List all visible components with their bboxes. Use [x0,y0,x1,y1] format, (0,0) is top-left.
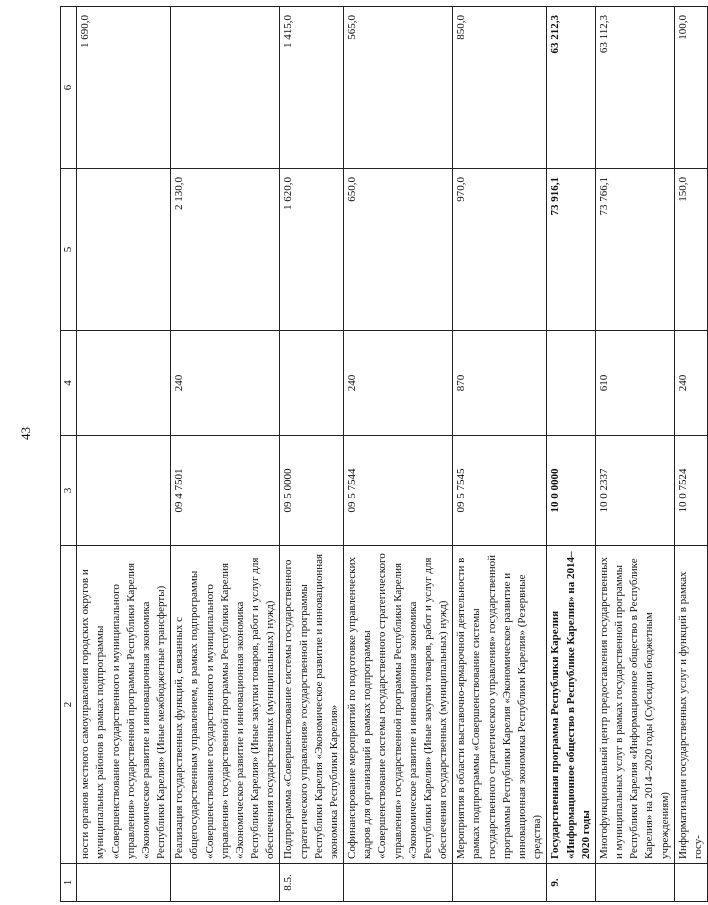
header-col-6: 6 [61,7,77,169]
row-code-cell: 10 0 7524 [674,436,707,546]
row-value-col6-cell: 63 112,3 [595,7,674,169]
row-value-col6-cell: 63 212,3 [547,7,596,169]
row-number-cell [171,864,280,902]
row-value-col6-cell: 1 690,0 [77,7,171,169]
row-number-cell [344,864,453,902]
row-value-col5-cell: 1 620,0 [280,169,344,331]
row-name-cell: Многофункциональный центр предоставления государственных и муниципальных услуг в рамках государственной программы Республики Карелия «Информационное общество в Республике Карелия» на 2014–2020 годы (Субсидии бюджетным учреждениям) [595,546,674,864]
page-number: 43 [18,427,33,440]
row-value-col6-cell: 850,0 [453,7,547,169]
header-col-4: 4 [61,331,77,436]
row-code-cell: 09 5 0000 [280,436,344,546]
row-name-cell: Государственная программа Республики Карелия «Информационное общество в Республике Карелия» на 2014–2020 годы [547,546,596,864]
row-value-col5-cell: 2 130,0 [171,169,280,331]
rotated-table-container [60,7,704,902]
table-row [547,7,596,902]
table-row [674,7,707,902]
row-type-cell [77,331,171,436]
table-row [344,7,453,902]
table-row [77,7,171,902]
row-code-cell [77,436,171,546]
table-row [171,7,280,902]
header-row [61,7,77,902]
row-value-col5-cell: 73 766,1 [595,169,674,331]
row-code-cell: 09 5 7545 [453,436,547,546]
header-col-2: 2 [61,546,77,864]
row-number-cell [595,864,674,902]
row-number-cell [674,864,707,902]
row-value-col6-cell: 565,0 [344,7,453,169]
row-name-cell: Софинансирование мероприятий по подготовке управленческих кадров для организаций в рамках подпрограммы «Совершенствование системы государственного стратегического управления» государственной программы Республики Карелия «Экономическое развитие и инновационная экономика Республики Карелия» (Иные закупки товаров, работ и услуг для обеспечения государственных (муниципальных) нужд) [344,546,453,864]
table-row [595,7,674,902]
row-type-cell: 240 [674,331,707,436]
row-type-cell [547,331,596,436]
row-code-cell: 10 0 0000 [547,436,596,546]
row-value-col6-cell: 100,0 [674,7,707,169]
row-name-cell: ности органов местного самоуправления городских округов и муниципальных районов в рамках подпрограммы «Совершенствование государственного и муниципального управления» государственной программы Республики Карелия «Экономическое развитие и инновационная экономика Республики Карелия» (Иные межбюджетные трансферты) [77,546,171,864]
row-type-cell: 240 [171,331,280,436]
row-value-col6-cell [171,7,280,169]
row-code-cell: 09 4 7501 [171,436,280,546]
row-code-cell: 09 5 7544 [344,436,453,546]
row-value-col5-cell: 73 916,1 [547,169,596,331]
row-type-cell: 240 [344,331,453,436]
row-number-cell: 9. [547,864,596,902]
row-name-cell: Подпрограмма «Совершенствование системы государственного стратегического управления» государственной программы Республики Карелия «Экономическое развитие и инновационная экономика Республики Карелия» [280,546,344,864]
row-name-cell: Информатизация государственных услуг и функций в рамках госу- [674,546,707,864]
row-code-cell: 10 0 2337 [595,436,674,546]
row-type-cell: 610 [595,331,674,436]
budget-table [60,6,708,902]
header-col-3: 3 [61,436,77,546]
row-number-cell [453,864,547,902]
row-value-col6-cell: 1 415,0 [280,7,344,169]
row-value-col5-cell: 150,0 [674,169,707,331]
row-value-col5-cell: 650,0 [344,169,453,331]
row-name-cell: Реализация государственных функций, связанных с общегосударственным управлением, в рамках подпрограммы «Совершенствование государственного и муниципального управления» государственной программы Республики Карелия «Экономическое развитие и инновационная экономика Республики Карелия» (Иные закупки товаров, работ и услуг для обеспечения государственных (муниципальных) нужд) [171,546,280,864]
header-col-5: 5 [61,169,77,331]
table-row [453,7,547,902]
row-name-cell: Мероприятия в области выставочно-ярмарочной деятельности в рамках подпрограммы «Совершенствование системы государственного стратегического управления» государственной программы Республики Карелия «Экономическое развитие и инновационная экономика Республики Карелия» (Резервные средства) [453,546,547,864]
row-value-col5-cell: 970,0 [453,169,547,331]
row-number-cell [77,864,171,902]
table-row [280,7,344,902]
row-type-cell: 870 [453,331,547,436]
row-type-cell [280,331,344,436]
row-number-cell: 8.5. [280,864,344,902]
header-col-1: 1 [61,864,77,902]
row-value-col5-cell [77,169,171,331]
